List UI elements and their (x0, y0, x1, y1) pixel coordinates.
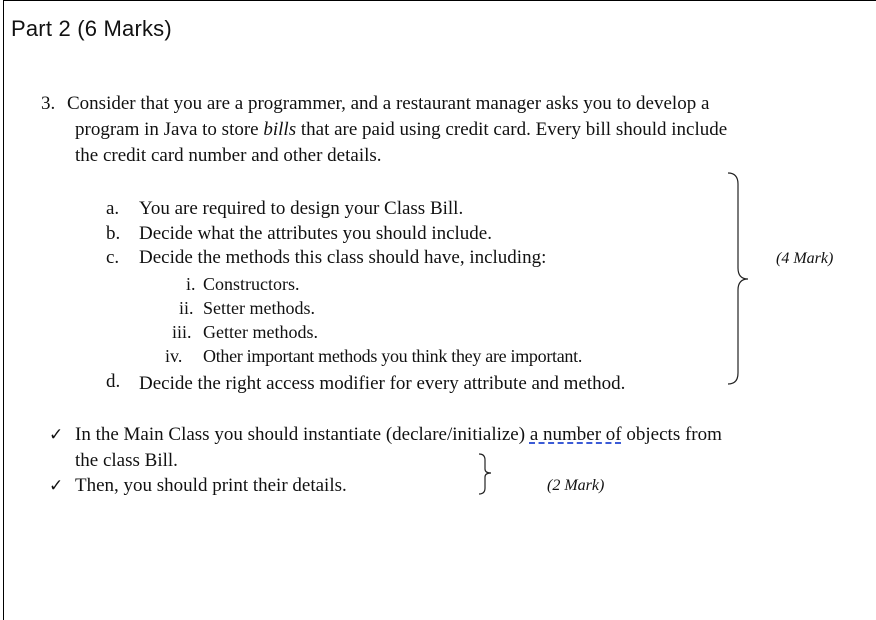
question-line-2-before: program in Java to store (75, 119, 264, 140)
bullet-2-text: Then, you should print their details. (75, 475, 347, 496)
subitem-i-label: i. (186, 274, 196, 294)
mark-part-1: (4 Mark) (776, 250, 834, 267)
item-b-label: b. (106, 223, 121, 244)
item-a-label: a. (106, 198, 120, 219)
subitem-iv-text: Other important methods you think they are important. (203, 346, 583, 366)
subitem-iv-label: iv. (165, 346, 183, 366)
bullet-1-before: In the Main Class you should instantiate (declare/initialize) (75, 424, 530, 445)
page-top-border (3, 0, 876, 1)
subitem-i-text: Constructors. (203, 274, 300, 294)
mark-part-2: (2 Mark) (547, 477, 605, 494)
subitem-iii-label: iii. (172, 322, 192, 342)
subitem-ii-text: Setter methods. (203, 298, 315, 318)
bullet-1-line-1 (75, 424, 722, 446)
page-left-border (3, 0, 4, 620)
question-line-1: Consider that you are a programmer, and a restaurant manager asks you to develop a (67, 93, 710, 114)
question-line-2-after: that are paid using credit card. Every bill should include (296, 119, 728, 140)
subitem-iii-text: Getter methods. (203, 322, 318, 342)
question-line-2-italic: bills (263, 119, 297, 140)
item-c-label: c. (106, 247, 120, 268)
question-line-2 (75, 119, 727, 141)
item-a-text: You are required to design your Class Bill. (139, 198, 464, 219)
right-brace-part-2 (477, 452, 497, 496)
checkmark-icon: ✓ (49, 425, 64, 445)
part-heading: Part 2 (6 Marks) (11, 16, 172, 41)
item-c-text: Decide the methods this class should have, including: (139, 247, 547, 268)
item-d-label: d. (106, 371, 121, 392)
question-number: 3. (41, 93, 56, 114)
bullet-1-after: objects from (621, 424, 722, 445)
right-brace-part-1 (722, 170, 752, 390)
question-line-3: the credit card number and other details. (75, 145, 382, 166)
subitem-ii-label: ii. (179, 298, 194, 318)
bullet-1-underlined: a number of (529, 424, 622, 445)
bullet-1-line-2: the class Bill. (75, 450, 178, 471)
checkmark-icon: ✓ (49, 476, 64, 496)
item-b-text: Decide what the attributes you should include. (139, 223, 492, 244)
item-d-text: Decide the right access modifier for every attribute and method. (139, 373, 626, 394)
